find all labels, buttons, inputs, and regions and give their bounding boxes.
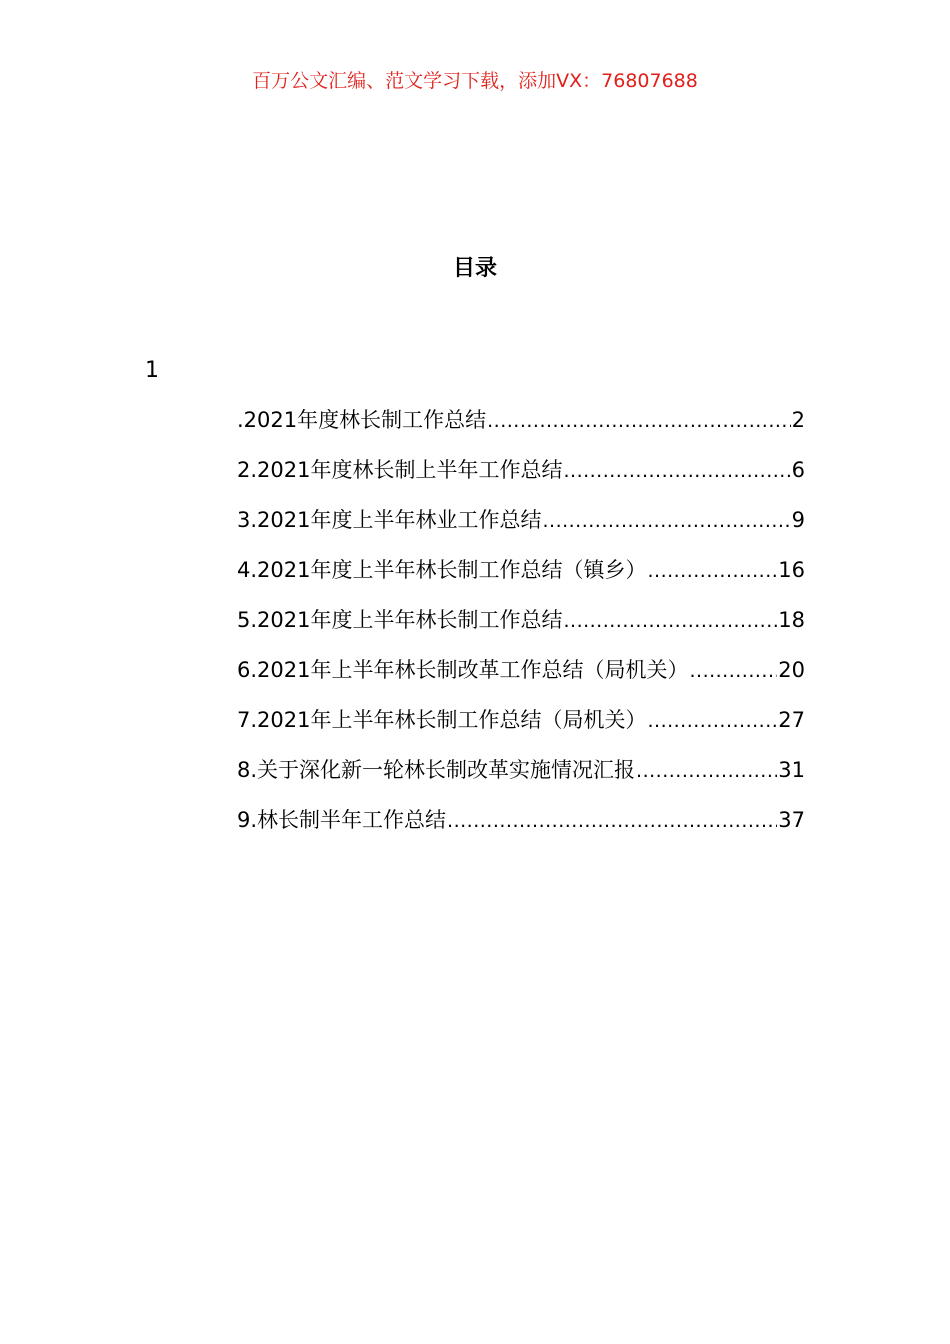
- toc-dot-leader: [647, 704, 777, 738]
- toc-entry-page: 18: [778, 608, 805, 632]
- toc-title: 目录: [452, 256, 497, 281]
- header-note: 百万公文汇编、范文学习下载，添加VX：76807688: [252, 70, 698, 92]
- toc-entry-page: 37: [778, 808, 805, 832]
- toc-dot-leader: [487, 404, 791, 438]
- toc-entry-text: 4.2021年度上半年林长制工作总结（镇乡）: [237, 558, 647, 582]
- toc-entry-page: 27: [778, 708, 805, 732]
- toc-dot-leader: [563, 454, 790, 488]
- toc-entry-page: 20: [778, 658, 805, 682]
- toc-entry-text: .2021年度林长制工作总结: [237, 408, 487, 432]
- toc-dot-leader: [563, 604, 777, 638]
- toc-entry-text: 7.2021年上半年林长制工作总结（局机关）: [237, 708, 647, 732]
- toc-lead-number: 1: [145, 358, 159, 383]
- toc-entry-text: 8.关于深化新一轮林长制改革实施情况汇报: [237, 758, 636, 782]
- toc-entry-text: 3.2021年度上半年林业工作总结: [237, 508, 542, 532]
- toc-entry-1[interactable]: [237, 403, 805, 453]
- toc-entry-6[interactable]: [237, 653, 805, 703]
- toc-entry-2[interactable]: [237, 453, 805, 503]
- toc-dot-leader: [689, 654, 777, 688]
- toc-list: [237, 403, 805, 853]
- toc-entry-text: 6.2021年上半年林长制改革工作总结（局机关）: [237, 658, 689, 682]
- toc-entry-page: 9: [791, 508, 805, 532]
- toc-entry-text: 5.2021年度上半年林长制工作总结: [237, 608, 563, 632]
- toc-dot-leader: [647, 554, 777, 588]
- toc-entry-8[interactable]: [237, 753, 805, 803]
- toc-entry-page: 2: [791, 408, 805, 432]
- toc-dot-leader: [542, 504, 790, 538]
- toc-entry-5[interactable]: [237, 603, 805, 653]
- toc-dot-leader: [447, 804, 777, 838]
- toc-entry-page: 31: [778, 758, 805, 782]
- toc-entry-text: 9.林长制半年工作总结: [237, 808, 447, 832]
- toc-entry-3[interactable]: [237, 503, 805, 553]
- toc-entry-7[interactable]: [237, 703, 805, 753]
- toc-entry-page: 6: [791, 458, 805, 482]
- toc-entry-9[interactable]: [237, 803, 805, 853]
- toc-entry-text: 2.2021年度林长制上半年工作总结: [237, 458, 563, 482]
- toc-dot-leader: [636, 754, 777, 788]
- toc-entry-page: 16: [778, 558, 805, 582]
- toc-entry-4[interactable]: [237, 553, 805, 603]
